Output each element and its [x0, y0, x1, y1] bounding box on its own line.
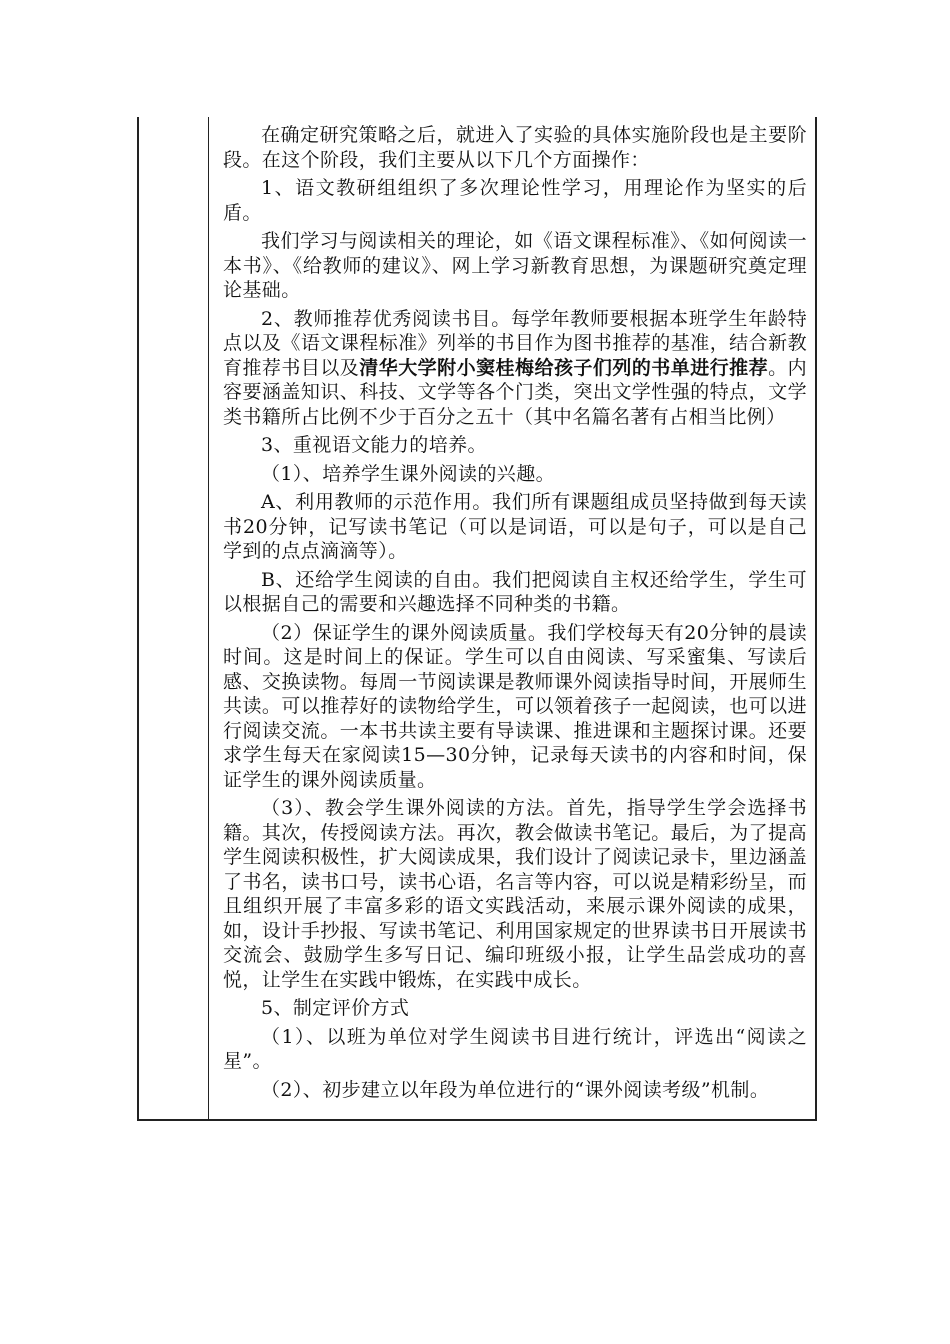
- paragraph-item-3-1-b: B、还给学生阅读的自由。我们把阅读自主权还给学生，学生可以根据自己的需要和兴趣选择不同种类的书籍。: [223, 568, 807, 615]
- paragraph-item-1: 1、语文教研组组织了多次理论性学习，用理论作为坚实的后盾。: [223, 177, 807, 224]
- paragraph-item-2: [223, 307, 807, 430]
- paragraph-item-3: 3、重视语文能力的培养。: [261, 434, 487, 456]
- table-left-column: [139, 117, 209, 1119]
- paragraph-item-2-part-2: 。内容要涵盖知识、科技、文学等各个门类，突出文学性强的特点，文学类书籍所占比例不少于百分之五十（其中名篇名著有占相当比例）: [223, 356, 807, 428]
- paragraph-item-2-highlight: 清华大学附小窦桂梅给孩子们列的书单进行推荐: [359, 356, 769, 379]
- paragraph-item-3-1-a: A、利用教师的示范作用。我们所有课题组成员坚持做到每天读书20分钟，记写读书笔记（可以是词语，可以是句子，可以是自己学到的点点滴滴等）。: [223, 491, 807, 562]
- paragraph-item-3-2: （2）保证学生的课外阅读质量。我们学校每天有20分钟的晨读时间。这是时间上的保证。学生可以自由阅读、写采蜜集、写读后感、交换读物。每周一节阅读课是教师课外阅读指导时间，开展师生共读。可以推荐好的读物给学生，可以领着孩子一起阅读，也可以进行阅读交流。一本书共读主要有导读课、推进课和主题探讨课。还要求学生每天在家阅读15—30分钟，记录每天读书的内容和时间，保证学生的课外阅读质量。: [223, 621, 807, 791]
- paragraph-item-5: 5、制定评价方式: [261, 997, 410, 1019]
- paragraph-intro: 在确定研究策略之后，就进入了实验的具体实施阶段也是主要阶段。在这个阶段，我们主要从以下几个方面操作：: [223, 124, 807, 171]
- paragraph-item-5-2: （2）、初步建立以年段为单位进行的“课外阅读考级”机制。: [261, 1078, 770, 1101]
- paragraph-item-1-detail: 我们学习与阅读相关的理论，如《语文课程标准》、《如何阅读一本书》、《给教师的建议》、网上学习新教育思想，为课题研究奠定理论基础。: [223, 230, 807, 301]
- table-content-cell: [211, 117, 815, 1119]
- paragraph-item-2-part-1: 2、教师推荐优秀阅读书目。每学年教师要根据本班学生年龄特点以及《语文课程标准》列举的书目作为图书推荐的基准，结合新教育推荐书目以及: [223, 307, 807, 379]
- document-table: [137, 117, 817, 1121]
- paragraph-item-3-3: （3）、教会学生课外阅读的方法。首先，指导学生学会选择书籍。其次，传授阅读方法。再次，教会做读书笔记。最后，为了提高学生阅读积极性，扩大阅读成果，我们设计了阅读记录卡，里边涵盖了书名，读书口号，读书心语，名言等内容，可以说是精彩纷呈，而且组织开展了丰富多彩的语文实践活动，来展示课外阅读的成果，如，设计手抄报、写读书笔记、利用国家规定的世界读书日开展读书交流会、鼓励学生多写日记、编印班级小报，让学生品尝成功的喜悦，让学生在实践中锻炼，在实践中成长。: [223, 797, 807, 991]
- paragraph-item-3-1: （1）、培养学生课外阅读的兴趣。: [261, 462, 555, 485]
- paragraph-item-5-1: （1）、以班为单位对学生阅读书目进行统计，评选出“阅读之星”。: [223, 1025, 807, 1072]
